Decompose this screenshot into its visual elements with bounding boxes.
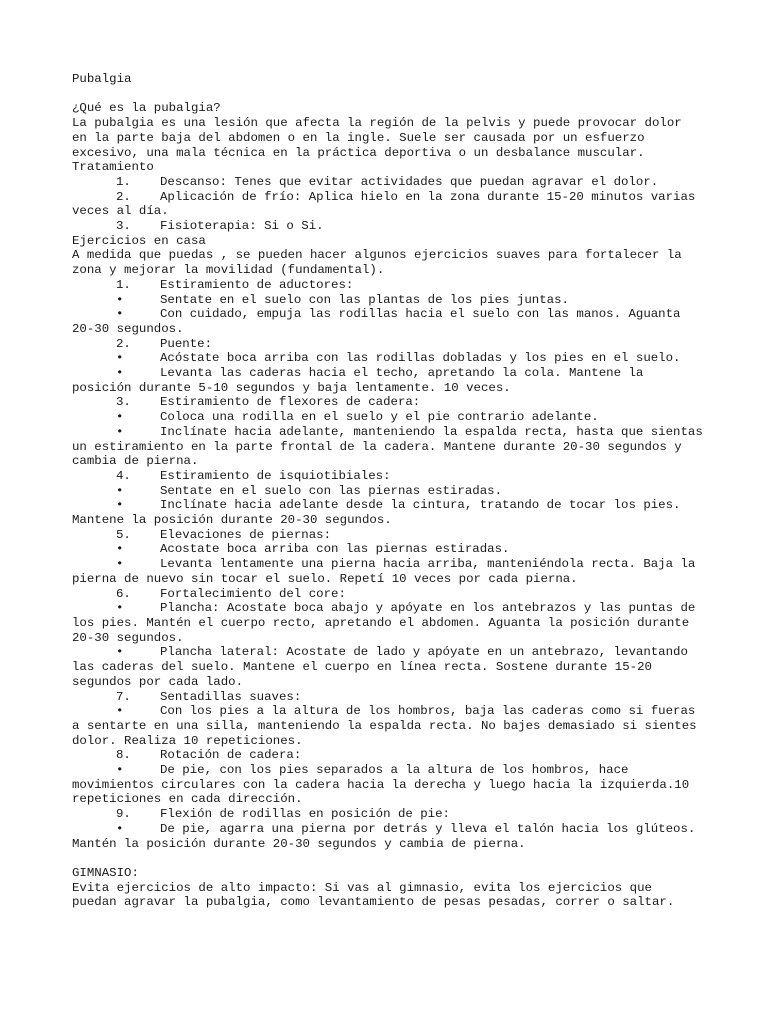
- bullet-mark: •: [116, 601, 124, 616]
- exercise-title: Estiramiento de flexores de cadera:: [160, 395, 421, 410]
- bullet-text: Inclínate hacia adelante desde la cintura, tratando de tocar los pies. Mantene la posición durante 20-30 segundos.: [72, 498, 688, 528]
- doc-title: Pubalgia: [72, 72, 132, 86]
- exercise-bullet: [72, 410, 704, 425]
- bullet-text: Inclínate hacia adelante, manteniendo la espalda recta, hasta que sientas un estiramiento en la parte frontal de la cadera. Mantene durante 20-30 segundos y cambia de pierna.: [72, 424, 711, 469]
- exercise-bullet: [72, 704, 704, 748]
- bullet-mark: •: [116, 704, 124, 719]
- bullet-mark: •: [116, 483, 124, 498]
- bullet-text: Sentate en el suelo con las piernas estiradas.: [160, 483, 503, 498]
- exercise-number: 9.: [116, 807, 131, 822]
- exercise-title: Rotación de cadera:: [160, 748, 302, 763]
- exercise-title: Puente:: [160, 336, 213, 351]
- bullet-mark: •: [116, 424, 124, 439]
- treatment-item: [72, 175, 704, 190]
- bullet-text: De pie, agarra una pierna por detrás y lleva el talón hacia los glúteos. Mantén la posición durante 20-30 segundos y cambia de pierna.: [72, 821, 703, 851]
- treatment-list: [72, 175, 704, 234]
- bullet-text: Con cuidado, empuja las rodillas hacia el suelo con las manos. Aguanta 20-30 segundos.: [72, 307, 688, 336]
- exercise-title: Elevaciones de piernas:: [160, 527, 332, 542]
- bullet-text: Plancha lateral: Acostate de lado y apóyate en un antebrazo, levantando las caderas del suelo. Mantene el cuerpo en línea recta. Sostene durante 15-20 segundos por cada lado.: [72, 645, 696, 689]
- exercise-number: 2.: [116, 336, 131, 351]
- blank-line: [72, 851, 704, 866]
- exercise-item: [72, 528, 704, 543]
- exercise-number: 7.: [116, 689, 131, 704]
- bullet-mark: •: [116, 557, 124, 572]
- exercise-bullet: [72, 557, 704, 586]
- exercise-bullet: [72, 484, 704, 499]
- exercise-item: [72, 748, 704, 763]
- exercises-heading: Ejercicios en casa: [72, 233, 206, 248]
- bullet-mark: •: [116, 366, 124, 381]
- intro-paragraph: La pubalgia es una lesión que afecta la región de la pelvis y puede provocar dolor en la parte baja del abdomen o en la ingle. Suele ser causada por un esfuerzo excesivo, una mala técnica en la práctica deportiva o un desbalance muscular.: [72, 116, 690, 160]
- exercise-title: Fortalecimiento del core:: [160, 586, 346, 601]
- bullet-text: Sentate en el suelo con las plantas de los pies juntas.: [160, 292, 569, 307]
- exercise-bullet: [72, 542, 704, 557]
- exercise-number: 5.: [116, 527, 131, 542]
- treatment-heading: Tratamiento: [72, 160, 154, 175]
- treatment-text: Descanso: Tenes que evitar actividades que puedan agravar el dolor.: [160, 174, 659, 189]
- exercise-title: Sentadillas suaves:: [160, 689, 302, 704]
- treatment-text: Fisioterapia: Si o Si.: [160, 219, 324, 234]
- exercise-bullet: [72, 307, 704, 336]
- exercise-title: Estiramiento de isquiotibiales:: [160, 468, 391, 483]
- exercise-bullet: [72, 366, 704, 395]
- exercise-number: 4.: [116, 468, 131, 483]
- exercise-title: Estiramiento de aductores:: [160, 277, 354, 292]
- exercise-bullet: [72, 498, 704, 527]
- exercise-item: [72, 278, 704, 293]
- bullet-text: De pie, con los pies separados a la altura de los hombros, hace movimientos circulares con la cadera hacia la derecha y luego hacia la izquierda.10 repeticiones en cada dirección.: [72, 763, 697, 807]
- bullet-text: Coloca una rodilla en el suelo y el pie contrario adelante.: [160, 410, 599, 425]
- exercise-item: [72, 587, 704, 602]
- bullet-mark: •: [116, 292, 124, 307]
- exercise-bullet: [72, 293, 704, 308]
- exercise-item: [72, 469, 704, 484]
- exercise-bullet: [72, 424, 711, 469]
- bullet-text: Acóstate boca arriba con las rodillas dobladas y los pies en el suelo.: [160, 351, 681, 366]
- treatment-number: 1.: [116, 174, 131, 189]
- bullet-text: Levanta lentamente una pierna hacia arriba, manteniéndola recta. Baja la pierna de nuevo sin tocar el suelo. Repetí 10 veces por cada pierna.: [72, 557, 703, 586]
- bullet-text: Levanta las caderas hacia el techo, apretando la cola. Mantene la posición durante 5-10 segundos y baja lentamente. 10 veces.: [72, 366, 651, 395]
- treatment-number: 3.: [116, 219, 131, 234]
- exercises-intro: A medida que puedas , se pueden hacer algunos ejercicios suaves para fortalecer la zona y mejorar la movilidad (fundamental).: [72, 248, 690, 278]
- exercise-number: 8.: [116, 748, 131, 763]
- treatment-number: 2.: [116, 189, 131, 204]
- exercise-item: [72, 395, 704, 410]
- exercise-bullet: [72, 822, 704, 851]
- exercise-item: [72, 337, 704, 352]
- exercise-title: Flexión de rodillas en posición de pie:: [160, 807, 450, 822]
- exercise-item: [72, 690, 704, 705]
- exercise-list: [72, 277, 711, 851]
- bullet-text: Acostate boca arriba con las piernas estiradas.: [160, 542, 510, 557]
- exercise-item: [72, 807, 704, 822]
- gym-heading: GIMNASIO:: [72, 865, 139, 880]
- exercise-bullet: [72, 601, 704, 645]
- bullet-mark: •: [116, 498, 124, 513]
- gym-paragraph: Evita ejercicios de alto impacto: Si vas al gimnasio, evita los ejercicios que puedan agravar la pubalgia, como levantamiento de pesas pesadas, correr o saltar.: [72, 880, 675, 910]
- exercise-bullet: [72, 645, 704, 689]
- blank-line: [72, 87, 704, 102]
- bullet-mark: •: [116, 410, 124, 425]
- treatment-item: [72, 190, 704, 219]
- bullet-mark: •: [116, 645, 124, 660]
- bullet-text: Plancha: Acostate boca abajo y apóyate en los antebrazos y las puntas de los pies. Mantén el cuerpo recto, apretando el abdomen. Aguanta la posición durante 20-30 segundos.: [72, 601, 703, 645]
- question-heading: ¿Qué es la pubalgia?: [72, 101, 221, 116]
- bullet-mark: •: [116, 763, 124, 778]
- exercise-bullet: [72, 351, 704, 366]
- exercise-bullet: [72, 763, 704, 807]
- bullet-mark: •: [116, 542, 124, 557]
- exercise-number: 1.: [116, 277, 131, 292]
- bullet-mark: •: [116, 307, 124, 322]
- bullet-mark: •: [116, 821, 124, 836]
- bullet-text: Con los pies a la altura de los hombros, baja las caderas como si fueras a sentarte en una silla, manteniendo la espalda recta. No bajes demasiado si sientes dolor. Realiza 10 repeticiones.: [72, 704, 705, 748]
- exercise-number: 6.: [116, 586, 131, 601]
- exercise-number: 3.: [116, 395, 131, 410]
- treatment-item: [72, 219, 704, 234]
- treatment-text: Aplicación de frío: Aplica hielo en la zona durante 15-20 minutos varias veces al día.: [72, 189, 703, 219]
- bullet-mark: •: [116, 351, 124, 366]
